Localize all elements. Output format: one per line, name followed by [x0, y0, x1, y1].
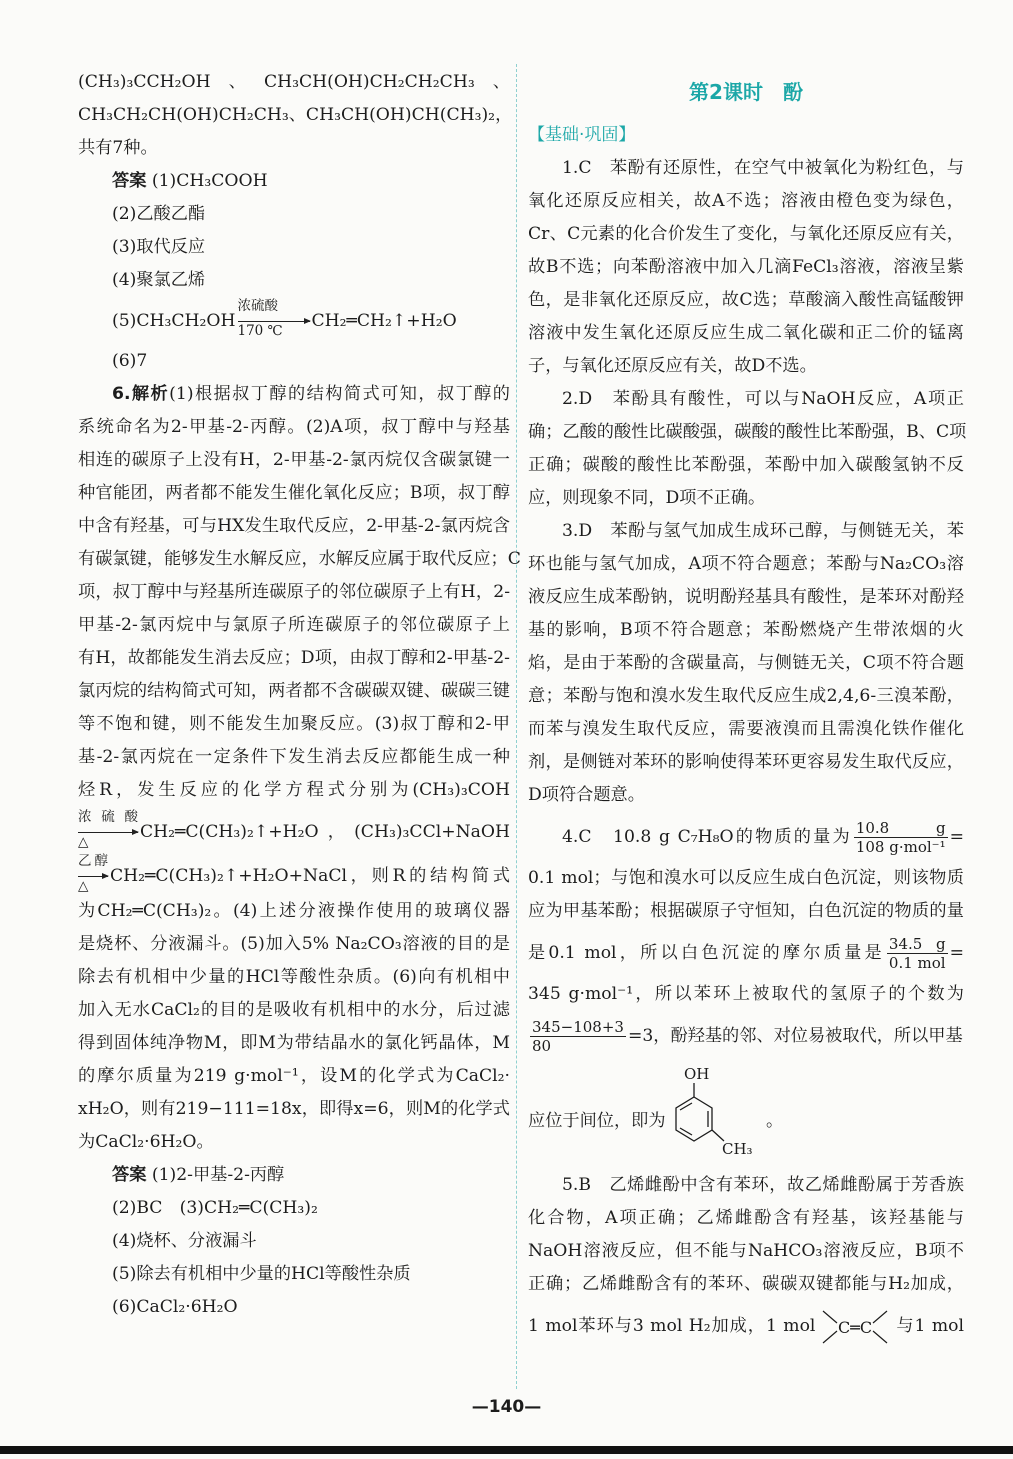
text-line: 为CaCl₂·6H₂O。 [78, 1132, 214, 1152]
text-line: 共有7种。 [78, 138, 158, 158]
text-line: 而苯与溴发生取代反应，需要液溴而且需溴化铁作催化 [528, 719, 964, 739]
question-4-line-4 [528, 928, 964, 978]
right-column [528, 66, 967, 1351]
text-line: 甲基-2-氯丙烷中与氯原子所连碳原子的邻位碳原子上 [78, 615, 510, 635]
text-segment: 是0.1 mol，所以白色沉淀的摩尔质量是 [528, 943, 885, 963]
answer-6-line-1 [78, 1159, 510, 1192]
m-cresol-structure-line [528, 1061, 964, 1157]
text-line: 为CH₂═C(CH₃)₂。(4)上述分液操作使用的玻璃仪器 [78, 901, 510, 921]
reaction-arrow [237, 297, 310, 339]
page-number: —140— [471, 1397, 542, 1417]
answer-6-line-4: (5)除去有机相中少量的HCl等酸性杂质 [112, 1264, 411, 1284]
text-line: 溶液中发生氧化还原反应生成二氧化碳和正二价的锰离 [528, 323, 964, 343]
condition-bottom: △ [78, 833, 89, 850]
answer-text: (1)CH₃COOH [151, 171, 268, 191]
text-line: 正确；乙烯雌酚含有的苯环、碳碳双键都能与H₂加成， [528, 1274, 964, 1294]
question-4-line-1 [528, 812, 964, 862]
text-line: CH₃CH₂CH(OH)CH₂CH₃、CH₃CH(OH)CH(CH₃)₂， [78, 105, 513, 125]
text-line: 1.C 苯酚有还原性，在空气中被氧化为粉红色，与 [562, 158, 964, 178]
text-line: 5.B 乙烯雌酚中含有苯环，故乙烯雌酚属于芳香族 [562, 1175, 964, 1195]
text-line: 焰，是由于苯酚的含碳量高，与侧链无关，C项不符合题 [528, 653, 964, 673]
text-line: 等不饱和键，则不能发生加聚反应。(3)叔丁醇和2-甲 [78, 714, 510, 734]
text-line: NaOH溶液反应，但不能与NaHCO₃溶液反应，B项不 [528, 1241, 964, 1261]
text-line: 相连的碳原子上没有H，2-甲基-2-氯丙烷仅含碳氯键一 [78, 450, 510, 470]
cc-double-bond-structure [815, 1307, 895, 1347]
text-line: 应，则现象不同，D项不正确。 [528, 488, 766, 508]
text-line: 有H，故都能发生消去反应；D项，由叔丁醇和2-甲基-2- [78, 648, 510, 668]
condition-bottom: 170 ℃ [237, 322, 283, 339]
answer-5-line-4: (4)聚氯乙烯 [112, 270, 206, 290]
reaction-arrow [78, 852, 108, 894]
question-number: 6. [112, 384, 131, 404]
equation-1 [78, 807, 510, 851]
text-line: 的摩尔质量为219 g·mol⁻¹，设M的化学式为CaCl₂· [78, 1066, 510, 1086]
text-line: 345 g·mol⁻¹，所以苯环上被取代的氢原子的个数为 [528, 984, 964, 1004]
text-segment: 应位于间位，即为 [528, 1111, 666, 1131]
text-line: Cr、C元素的化合价发生了变化，与氧化还原反应有关， [528, 224, 964, 244]
answer-6-line-2: (2)BC (3)CH₂═C(CH₃)₂ [112, 1198, 318, 1218]
condition-top: 浓硫酸 [237, 297, 278, 314]
reactant: (5)CH₃CH₂OH [112, 311, 236, 331]
text-line: 应为甲基苯酚；根据碳原子守恒知，白色沉淀的物质的量 [528, 901, 964, 921]
ch3-label: CH₃ [722, 1140, 753, 1157]
text-segment: =3，酚羟基的邻、对位易被取代，所以甲基 [627, 1026, 963, 1046]
answer-5-equation [78, 297, 510, 345]
text-line: (CH₃)₃CCH₂OH、CH₃CH(OH)CH₂CH₂CH₃、 [78, 72, 510, 92]
condition-top: 浓硫酸 [78, 808, 138, 825]
text-line: 项，叔丁醇中与羟基所连碳原子的邻位碳原子上有H，2- [78, 582, 510, 602]
text-line: 氯丙烷的结构简式可知，两者都不含碳碳双键、碳碳三键 [78, 681, 510, 701]
answer-label: 答案 [112, 171, 147, 191]
analysis-label: 解析 [130, 384, 170, 404]
text-segment: 与1 mol [895, 1316, 965, 1336]
section-tag: 【基础·巩固】 [528, 125, 636, 145]
text-segment: = [949, 943, 964, 963]
reaction-arrow [78, 808, 138, 850]
answer-5-line-2: (2)乙酸乙酯 [112, 204, 206, 224]
text-line: 烃R，发生反应的化学方程式分别为(CH₃)₃COH [78, 780, 510, 800]
text-segment: = [949, 827, 964, 847]
text-line: 加入无水CaCl₂的目的是吸收有机相中的水分，后过滤 [78, 1000, 510, 1020]
text-line: 3.D 苯酚与氢气加成生成环己醇，与侧链无关，苯 [562, 521, 964, 541]
section-title: 第2课时 酚 [689, 80, 803, 104]
text-line: D项符合题意。 [528, 785, 645, 805]
text-line: 正确；碳酸的酸性比苯酚强，苯酚中加入碳酸氢钠不反 [528, 455, 964, 475]
text-line: 氧化还原反应相关，故A不选；溶液由橙色变为绿色， [528, 191, 964, 211]
text-line: 剂，是侧链对苯环的影响使得苯环更容易发生取代反应， [528, 752, 964, 772]
text-line: 液反应生成苯酚钠，说明酚羟基具有酸性，是苯环对酚羟 [528, 587, 964, 607]
numerator: 34.5 g [888, 935, 946, 953]
fraction [887, 935, 948, 972]
answer-5-line-1 [78, 165, 510, 198]
text-line: 故B不选；向苯酚溶液中加入几滴FeCl₃溶液，溶液呈紫 [528, 257, 964, 277]
text-line: 系统命名为2-甲基-2-丙醇。(2)A项，叔丁醇中与羟基 [78, 417, 510, 437]
m-cresol-structure [664, 1061, 774, 1157]
bottom-edge [0, 1446, 1013, 1454]
numerator: 345−108+3 [532, 1018, 624, 1036]
text-line: 种官能团，两者都不能发生催化氧化反应；B项，叔丁醇 [78, 483, 510, 503]
text-line: 除去有机相中少量的HCl等酸性杂质。(6)向有机相中 [78, 967, 510, 987]
text-line: xH₂O，则有219−111=18x，即得x=6，则M的化学式 [78, 1099, 510, 1119]
denominator: 0.1 mol [888, 954, 946, 972]
equation-2 [78, 851, 510, 895]
question-6-head [78, 378, 510, 411]
product: CH₂═CH₂↑+H₂O [311, 311, 457, 331]
text-line: 基-2-氯丙烷在一定条件下发生消去反应都能生成一种 [78, 747, 510, 767]
column-divider [516, 64, 517, 1389]
text-line: 化合物，A项正确；乙烯雌酚含有羟基，该羟基能与 [528, 1208, 964, 1228]
answer-label: 答案 [112, 1165, 147, 1185]
answer-5-line-3: (3)取代反应 [112, 237, 206, 257]
text-line: 确；乙酸的酸性比碳酸强，碳酸的酸性比苯酚强，B、C项 [528, 422, 967, 442]
equation-text: CH₂═C(CH₃)₂↑+H₂O，(CH₃)₃CCl+NaOH [140, 822, 510, 842]
text-line: 是烧杯、分液漏斗。(5)加入5% Na₂CO₃溶液的目的是 [78, 934, 510, 954]
fraction [530, 1018, 626, 1055]
question-4-line-6 [528, 1011, 964, 1061]
answer-text: (1)2-甲基-2-丙醇 [151, 1165, 285, 1185]
text-segment: 4.C 10.8 g C₇H₈O的物质的量为 [562, 827, 852, 847]
text-line: 子，与氧化还原反应有关，故D不选。 [528, 356, 817, 376]
question-5-last-line [528, 1301, 964, 1351]
oh-label: OH [684, 1065, 710, 1083]
fraction [854, 819, 948, 856]
numerator: 10.8 g [855, 819, 946, 837]
answer-5-line-6: (6)7 [112, 351, 148, 371]
cc-label: C═C [838, 1317, 873, 1337]
text-line: 2.D 苯酚具有酸性，可以与NaOH反应，A项正 [562, 389, 964, 409]
condition-top: 乙醇 [78, 852, 108, 869]
equation-text: CH₂═C(CH₃)₂↑+H₂O+NaCl，则R的结构简式 [110, 866, 510, 886]
denominator: 108 g·mol⁻¹ [855, 838, 946, 856]
text-line: 0.1 mol；与饱和溴水可以反应生成白色沉淀，则该物质 [528, 868, 964, 888]
text-line: 色，是非氧化还原反应，故C选；草酸滴入酸性高锰酸钾 [528, 290, 964, 310]
text-line: 基的影响，B项不符合题意；苯酚燃烧产生带浓烟的火 [528, 620, 964, 640]
text-line: 得到固体纯净物M，即M为带结晶水的氯化钙晶体，M [78, 1033, 510, 1053]
text-line: 有碳氯键，能够发生水解反应，水解反应属于取代反应；C [78, 549, 521, 569]
condition-bottom: △ [78, 877, 89, 894]
denominator: 80 [532, 1037, 552, 1055]
text-line: 环也能与氢气加成，A项不符合题意；苯酚与Na₂CO₃溶 [528, 554, 964, 574]
text-line: 意；苯酚与饱和溴水发生取代反应生成2,4,6-三溴苯酚， [528, 686, 964, 706]
left-column [78, 66, 521, 1324]
text-line: 中含有羟基，可与HX发生取代反应，2-甲基-2-氯丙烷含 [78, 516, 510, 536]
text-segment: 。 [766, 1111, 784, 1131]
text-line: (1)根据叔丁醇的结构简式可知，叔丁醇的 [169, 384, 510, 404]
answer-6-line-5: (6)CaCl₂·6H₂O [112, 1297, 238, 1317]
text-segment: 1 mol苯环与3 mol H₂加成，1 mol [528, 1316, 816, 1336]
answer-6-line-3: (4)烧杯、分液漏斗 [112, 1231, 257, 1251]
